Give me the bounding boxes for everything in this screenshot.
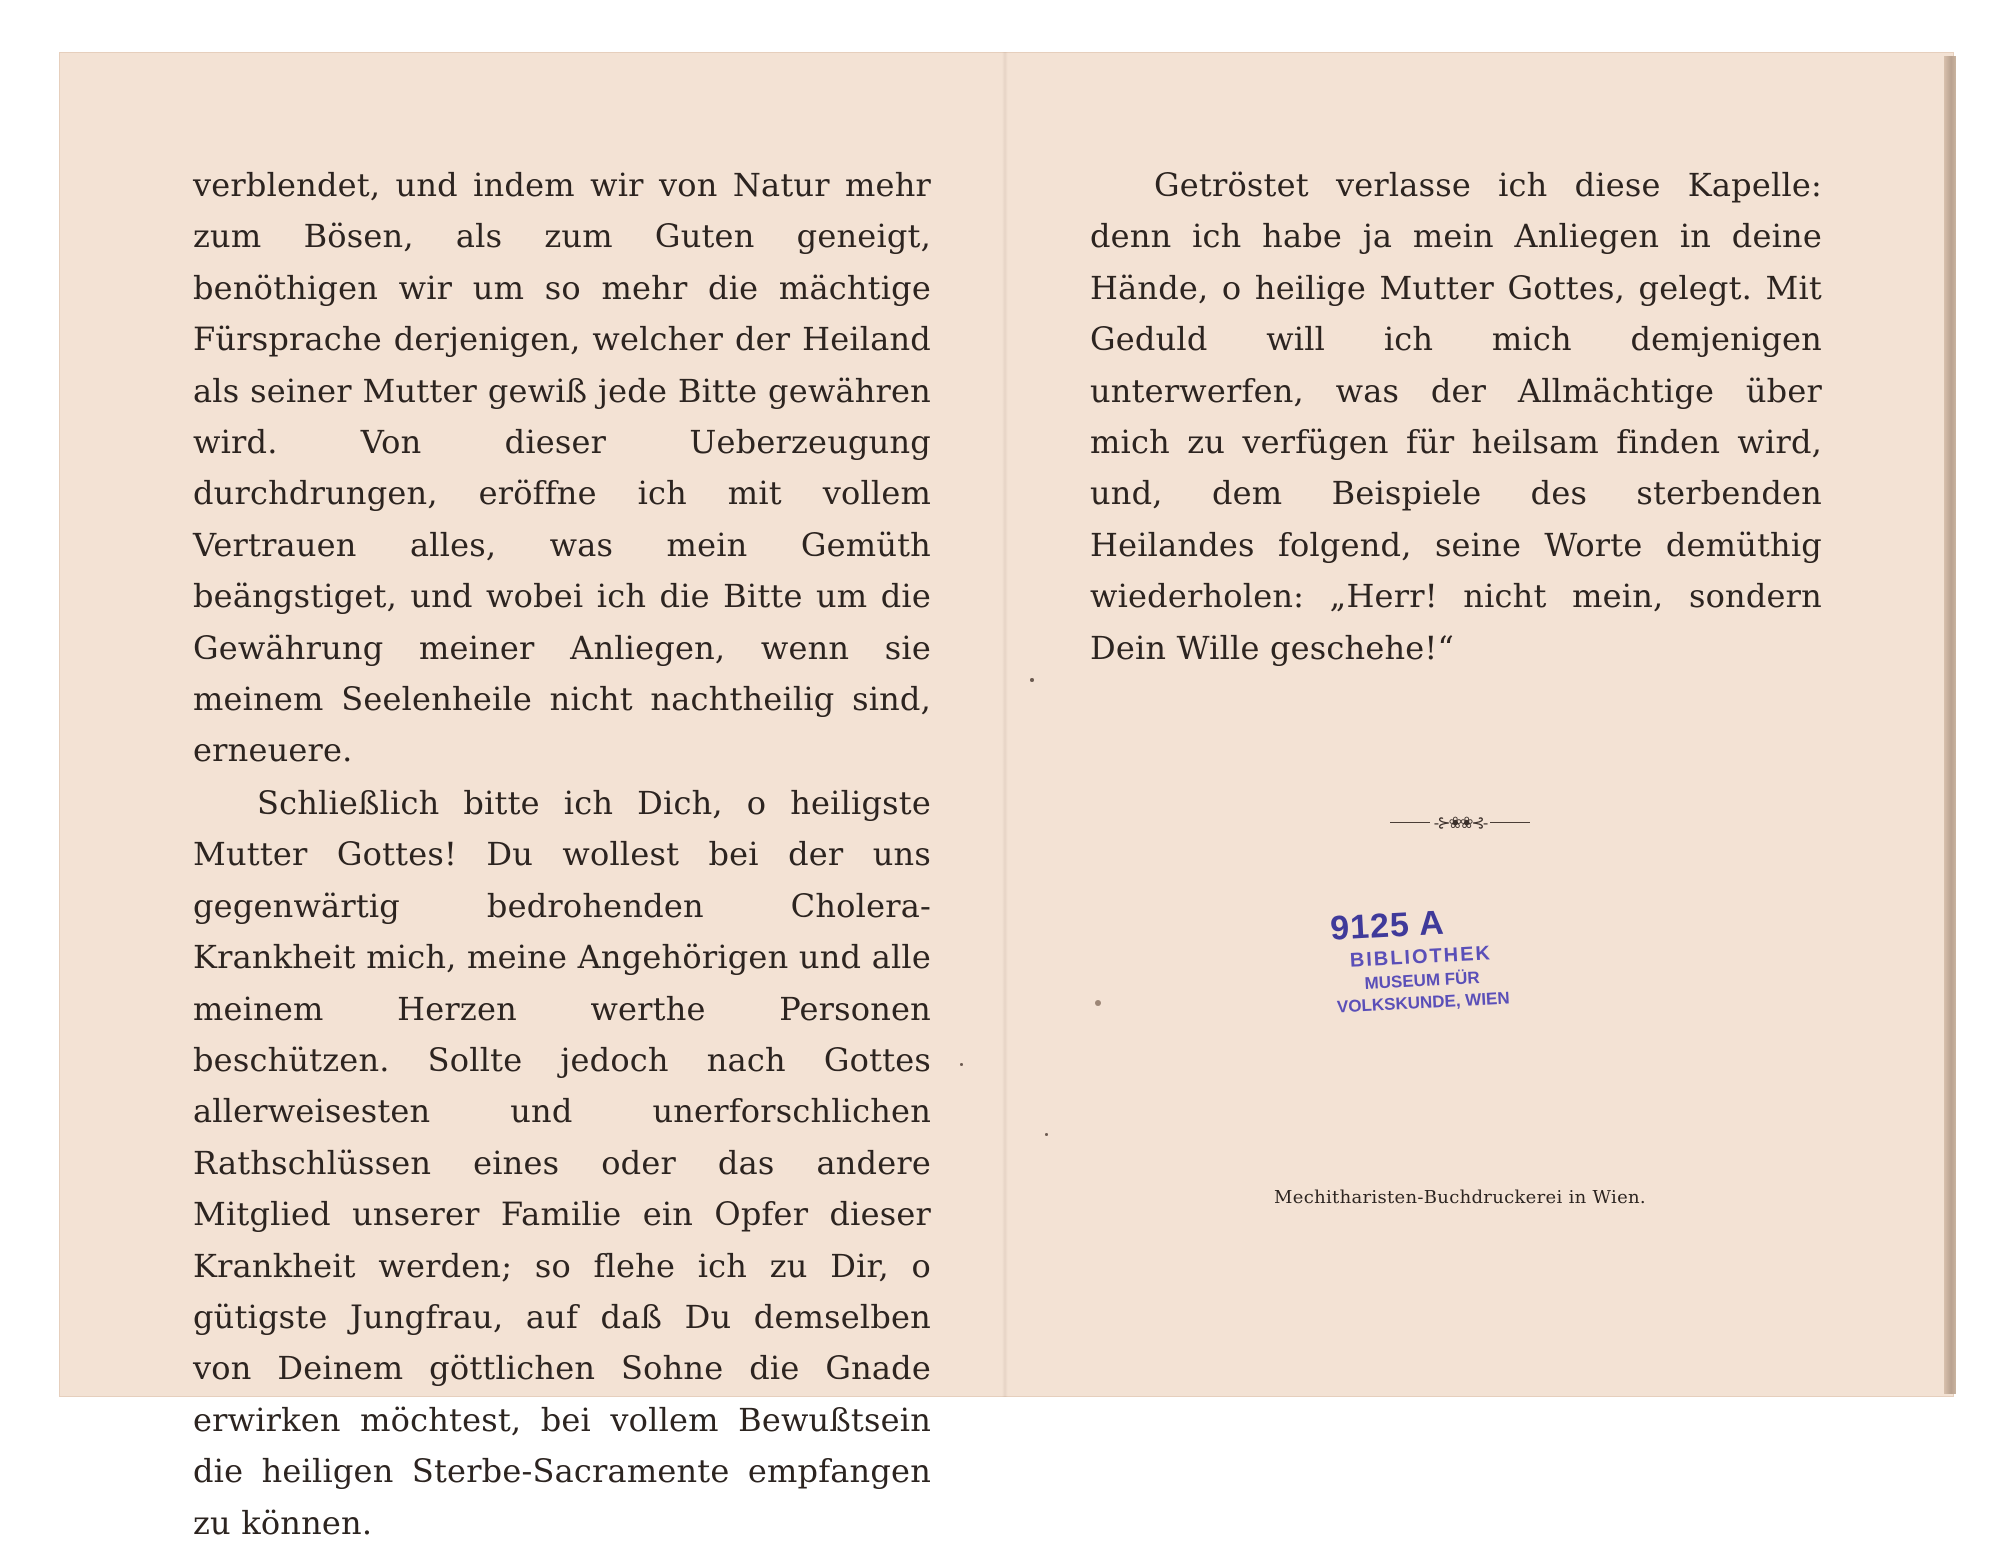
- right-paragraph-1: Getröstet verlasse ich diese Kapelle: denn ich habe ja mein Anliegen in deine Hände, o heilige Mutter Gottes, gelegt. Mit Geduld will ich mich demjenigen unterwerfen, was der Allmächtige über mich zu verfügen für heilsam finden wird, und, dem Beispiele des sterbenden Heilandes folgend, seine Worte demüthig wiederholen: „Herr! nicht mein, sondern Dein Wille geschehe!“: [1090, 166, 1822, 667]
- ornament-line-left: [1390, 822, 1430, 823]
- paper-speck: [960, 1063, 963, 1066]
- library-stamp: [1323, 900, 1518, 1018]
- paper-speck: [1030, 678, 1034, 682]
- paper-speck: [1095, 1000, 1101, 1006]
- paper-speck: [1045, 1133, 1048, 1136]
- left-paragraph-2: Schließlich bitte ich Dich, o heiligste Mutter Gottes! Du wollest bei der uns gegenwärtig bedrohenden Cholera-Krankheit mich, meine Angehörigen und alle meinem Herzen werthe Personen beschützen. Sollte jedoch nach Gottes allerweisesten und unerforschlichen Rathschlüssen eines oder das andere Mitglied unserer Familie ein Opfer dieser Krankheit werden; so flehe ich zu Dir, o gütigste Jungfrau, auf daß Du demselben von Deinem göttlichen Sohne die Gnade erwirken möchtest, bei vollem Bewußtsein die heiligen Sterbe-Sacramente empfangen zu können.: [193, 783, 931, 1542]
- stamp-line-1: BIBLIOTHEK: [1349, 942, 1493, 972]
- stamp-line-3: VOLKSKUNDE, WIEN: [1336, 988, 1511, 1017]
- center-fold: [1002, 52, 1008, 1397]
- ornament-divider: [1375, 812, 1545, 832]
- ornament-glyphs: -⊱❀❀⊰-: [1433, 812, 1487, 832]
- left-page: [193, 160, 931, 1549]
- stamp-number: 9125 A: [1329, 903, 1446, 948]
- ornament-line-right: [1490, 822, 1530, 823]
- printer-imprint: Mechitharisten-Buchdruckerei in Wien.: [1274, 1187, 1646, 1208]
- left-paragraph-1: verblendet, und indem wir von Natur mehr zum Bösen, als zum Guten geneigt, benöthigen wir um so mehr die mächtige Fürsprache derjenigen, welcher der Heiland als seiner Mutter gewiß jede Bitte gewähren wird. Von dieser Ueberzeugung durchdrungen, eröffne ich mit vollem Vertrauen alles, was mein Gemüth beängstiget, und wobei ich die Bitte um die Gewährung meiner Anliegen, wenn sie meinem Seelenheile nicht nachtheilig sind, erneuere.: [193, 166, 931, 770]
- stamp-line-2: MUSEUM FÜR: [1364, 967, 1481, 993]
- right-page: [1090, 160, 1822, 674]
- paper-edge: [1944, 56, 1956, 1394]
